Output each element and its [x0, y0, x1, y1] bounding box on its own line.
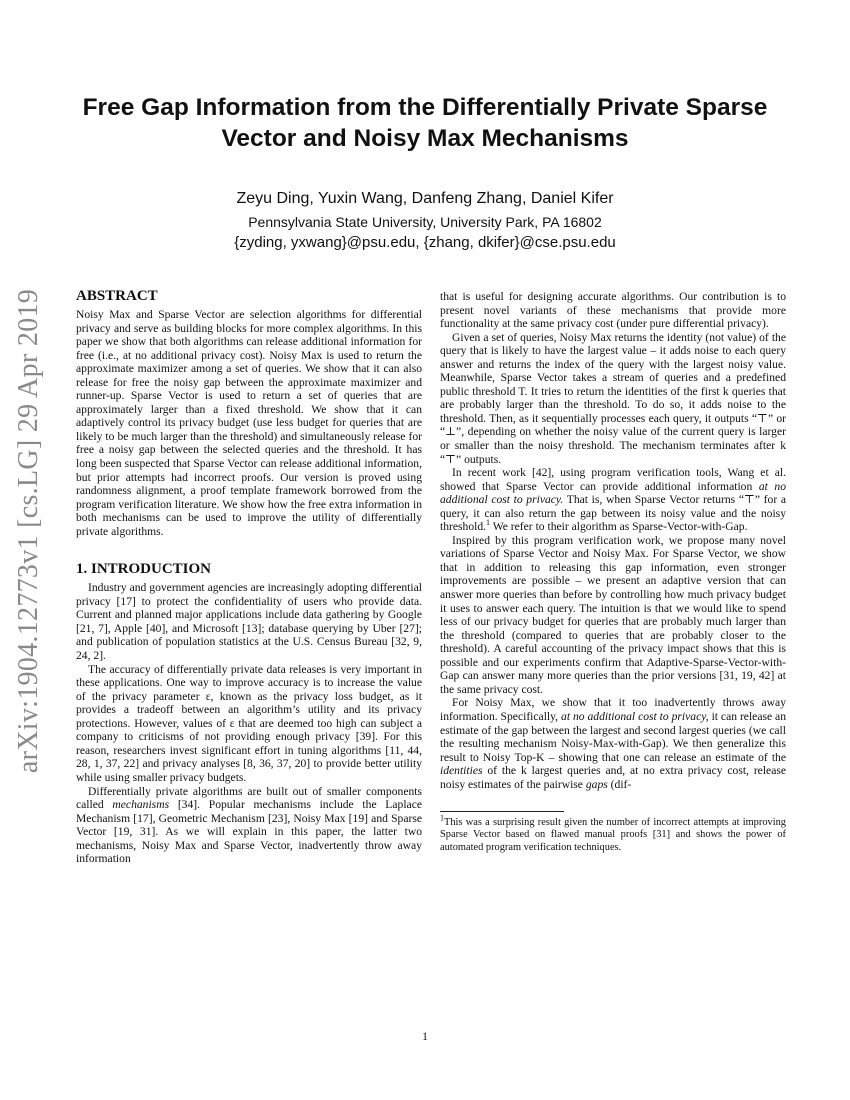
- right-p5-emphasis-3: gaps: [585, 777, 608, 791]
- intro-p3-text-a: Differentially private algorithms are built out of smaller components called: [76, 784, 422, 812]
- right-p3-text-b: That is, when Sparse Vector returns “⊤” for a query, it can also return the gap between its noisy value and the noisy threshold.: [440, 493, 786, 534]
- right-p3-text-a: In recent work [42], using program verification tools, Wang et al. showed that Sparse Vector can provide additional information: [440, 466, 786, 493]
- right-p5-emphasis-1: at no additional cost to privacy,: [561, 709, 709, 723]
- footnote-divider: [440, 811, 564, 812]
- author-list: Zeyu Ding, Yuxin Wang, Danfeng Zhang, Daniel Kifer: [236, 190, 614, 207]
- author-emails: {zyding, yxwang}@psu.edu, {zhang, dkifer}@cse.psu.edu: [234, 234, 616, 251]
- abstract-heading: ABSTRACT: [76, 288, 158, 304]
- right-p5-text-c: of the k largest queries and, at no extra privacy cost, release noisy estimates of the pairwise: [440, 764, 786, 791]
- footnote-reference: 1: [486, 518, 491, 528]
- left-column: [76, 287, 422, 866]
- right-paragraph-1: that is useful for designing accurate algorithms. Our contribution is to present novel variants of these mechanisms that provide more functionality at the same privacy cost (under pure differential privacy).: [440, 290, 786, 331]
- intro-p3-emphasis: mechanisms: [112, 798, 170, 812]
- intro-paragraph-1: Industry and government agencies are increasingly adopting differential privacy [17] to protect the confidentiality of users who provide data. Current and planned major applications include data gathering by Google [21, 7], Apple [40], and Microsoft [13]; database querying by Uber [27]; and publication of population statistics at the U.S. Census Bureau [32, 9, 24, 2].: [76, 581, 422, 663]
- intro-paragraph-2: The accuracy of differentially private data releases is very important in these applications. One way to improve accuracy is to increase the value of the privacy parameter ε, known as the privacy loss budget, as it provides a tradeoff between an algorithm’s utility and its privacy protections. However, values of ε that are deemed too high can subject a company to criticisms of not providing enough privacy [39]. For this reason, researchers invest significant effort in tuning algorithms [11, 44, 28, 1, 37, 22] and privacy analyses [8, 36, 37, 20] to provide better utility while using smaller privacy budgets.: [76, 662, 422, 784]
- right-p5-emphasis-2: identities: [440, 764, 483, 778]
- arxiv-identifier: arXiv:1904.12773v1 [cs.LG] 29 Apr 2019: [13, 288, 45, 774]
- right-p3-emphasis: at no additional cost to privacy.: [440, 479, 786, 507]
- right-p5-text-b: it can release an estimate of the gap between the largest and second largest queries (we call the resulting mechanism Noisy-Max-with-Gap). We then generalize this result to Noisy Top-K – showing that one can release an estimate of the: [440, 709, 786, 764]
- footnote: [440, 813, 786, 854]
- right-p5-text-a: For Noisy Max, we show that it too inadvertently throws away information. Specifically,: [440, 696, 786, 723]
- intro-paragraph-3: [76, 785, 422, 866]
- right-paragraph-3: [440, 466, 786, 534]
- footnote-text: This was a surprising result given the number of incorrect attempts at improving Sparse Vector based on flawed manual proofs [31] and shows the power of automated program verification techniques.: [440, 817, 786, 853]
- arxiv-side-stamp: [6, 288, 52, 774]
- right-column: [440, 290, 786, 854]
- right-paragraph-4: Inspired by this program verification work, we propose many novel variations of Sparse Vector and Noisy Max. For Sparse Vector, we show that in addition to releasing this gap information, even stronger improvements are possible – we present an adaptive version that can answer more queries than before by controlling how much privacy budget it uses to answer each query. The intuition is that we would like to spend less of our privacy budget for queries that are probably much larger than the threshold (compared to queries that are probably closer to the threshold). A careful accounting of the privacy impact shows that this is possible and our experiments confirm that Adaptive-Sparse-Vector-with-Gap can answer many more queries than the prior versions [31, 19, 42] at the same privacy cost.: [440, 533, 786, 696]
- right-p5-text-d: (dif-: [607, 777, 632, 791]
- right-p3-text-c: We refer to their algorithm as Sparse-Vector-with-Gap.: [490, 520, 748, 534]
- right-paragraph-5: [440, 696, 786, 791]
- page-number: 1: [422, 1030, 428, 1043]
- introduction-heading: 1. INTRODUCTION: [76, 561, 212, 578]
- abstract-text: Noisy Max and Sparse Vector are selection algorithms for differential privacy and serve as building blocks for more complex algorithms. In this paper we show that both algorithms can release additional information for free (i.e., at no additional privacy cost). Noisy Max is used to return the approximate maximizer among a set of queries. We show that it can also release for free the noisy gap between the approximate maximizer and runner-up. Sparse Vector is used to return a set of queries that are approximately larger than a fixed threshold. We show that it can adaptively control its privacy budget (use less budget for queries that are likely to be much larger than the threshold) and simultaneously release for free a noisy gap between the selected queries and the threshold. It has long been suspected that Sparse Vector can release additional information, but prior attempts had incorrect proofs. Our version is proved using randomness alignment, a proof template framework borrowed from the program verification literature. We show how the free extra information in both mechanisms can be used to improve the utility of differentially private algorithms.: [76, 308, 422, 538]
- footnote-mark: 1: [440, 813, 444, 823]
- intro-p3-text-b: [34]. Popular mechanisms include the Laplace Mechanism [17], Geometric Mechanism [23], Noisy Max [19] and Sparse Vector [19, 31]. As we will explain in this paper, the latter two mechanisms, Noisy Max and Sparse Vector, inadvertently throw away information: [76, 798, 422, 866]
- paper-title: Free Gap Information from the Differentially Private Sparse Vector and Noisy Max Mechanisms: [82, 94, 768, 152]
- right-paragraph-2: Given a set of queries, Noisy Max returns the identity (not value) of the query that is likely to have the largest value – it adds noise to each query answer and returns the index of the query with the largest noisy value. Meanwhile, Sparse Vector takes a stream of queries and a predefined public threshold T. It tries to return the identities of the first k queries that are probably larger than the threshold. To do so, it adds noise to the threshold. Then, as it sequentially processes each query, it outputs “⊤” or “⊥”, depending on whether the noisy value of the current query is larger or smaller than the noisy threshold. The mechanism terminates after k “⊤” outputs.: [440, 330, 786, 466]
- affiliation: Pennsylvania State University, University Park, PA 16802: [248, 214, 602, 230]
